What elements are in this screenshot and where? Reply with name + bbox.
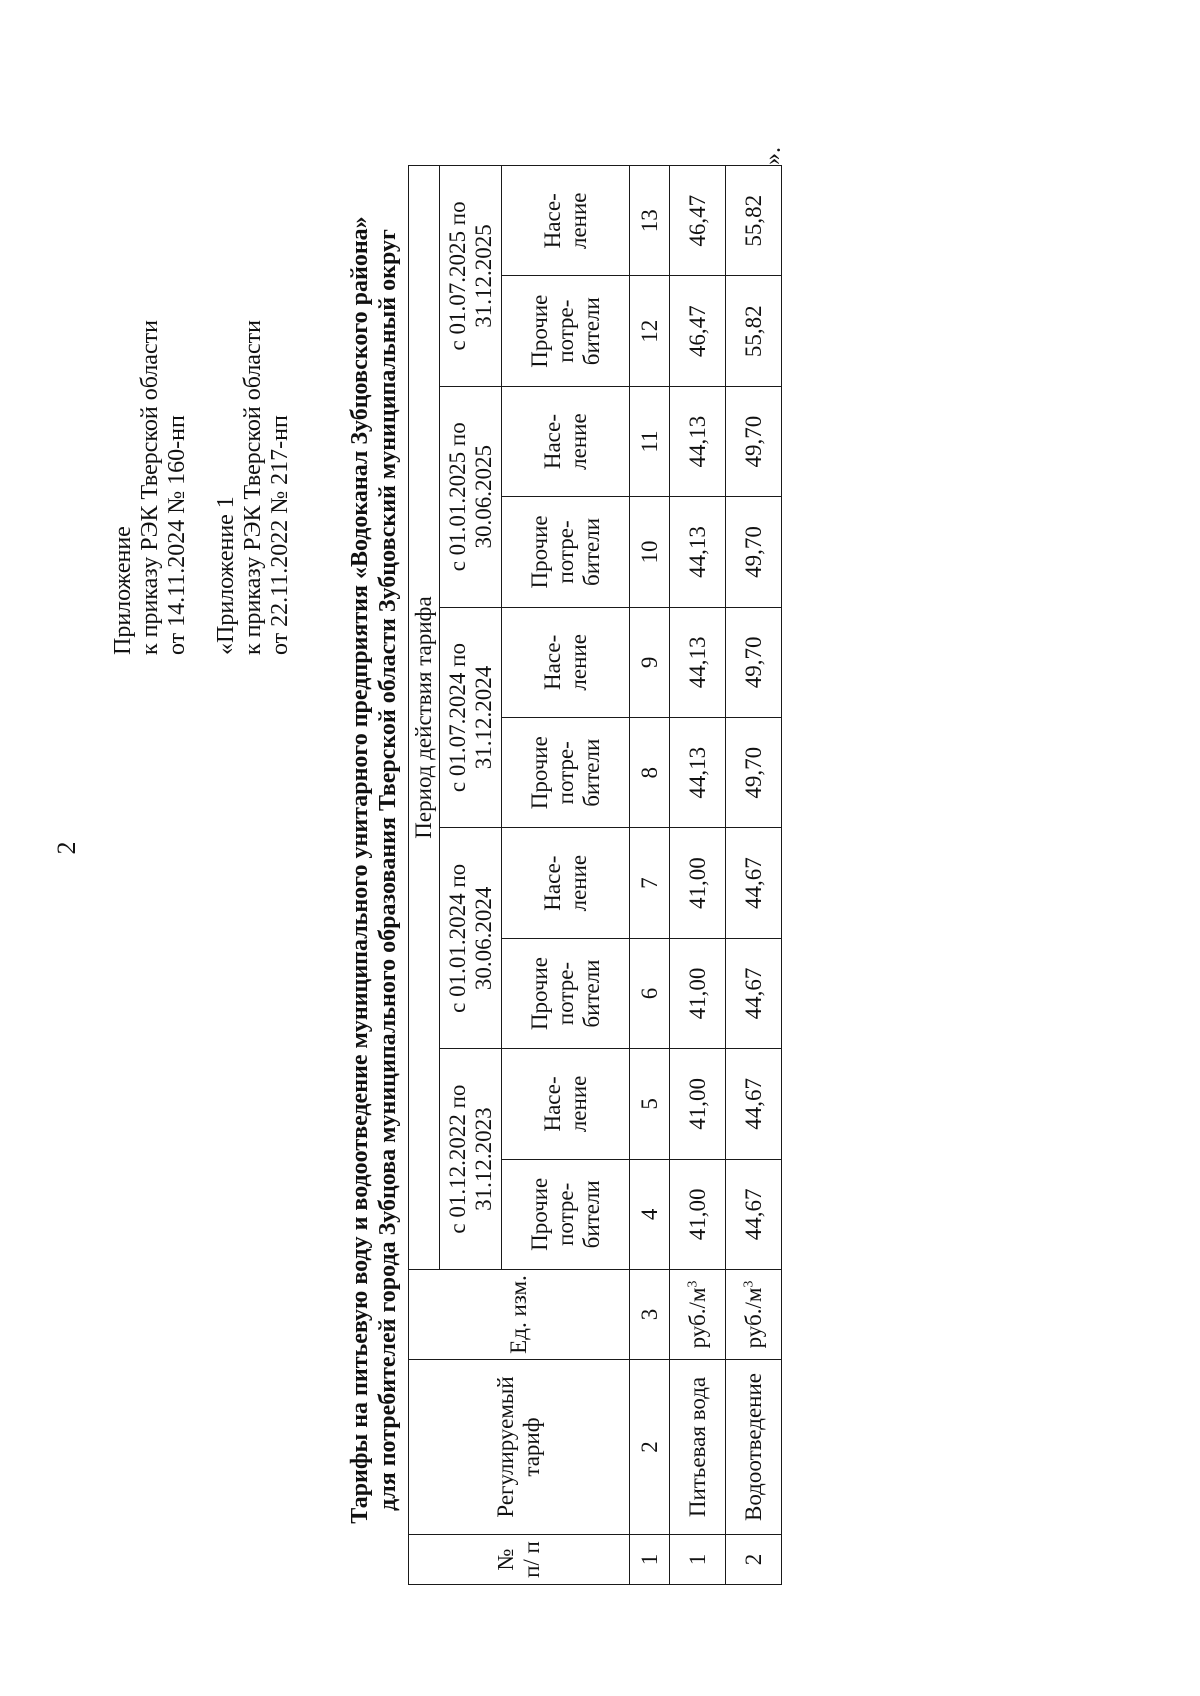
row-num: 1 (670, 1535, 726, 1585)
tariff-value: 49,70 (726, 718, 782, 828)
header-range-2: с 01.01.2024 по 30.06.2024 (440, 828, 502, 1049)
rotated-content (110, 135, 1010, 1605)
approval-line: к приказу РЭК Тверской области (240, 320, 266, 655)
approval-line: Приложение (110, 526, 136, 655)
tariff-table (408, 165, 782, 1585)
column-number: 7 (630, 828, 670, 938)
tariff-value: 44,13 (670, 497, 726, 607)
tariff-value: 55,82 (726, 276, 782, 386)
approval-notes (110, 135, 316, 655)
table-row-wastewater (726, 166, 782, 1585)
tariff-value: 49,70 (726, 497, 782, 607)
column-numbers-row (630, 166, 670, 1585)
column-number: 8 (630, 718, 670, 828)
header-population: Насе- ление (502, 607, 630, 717)
column-number: 9 (630, 607, 670, 717)
tariff-value: 41,00 (670, 828, 726, 938)
column-number: 13 (630, 166, 670, 276)
header-num: № п/ п (409, 1535, 630, 1585)
approval-line: к приказу РЭК Тверской области (137, 320, 163, 655)
header-range-1: с 01.12.2022 по 31.12.2023 (440, 1049, 502, 1270)
tariff-value: 46,47 (670, 276, 726, 386)
tariff-value: 41,00 (670, 938, 726, 1048)
unit-text: руб./м (684, 1287, 710, 1349)
header-period: Период действия тарифа (409, 166, 440, 1270)
column-number: 5 (630, 1049, 670, 1159)
header-tariff: Регулируемый тариф (409, 1360, 630, 1535)
column-number: 11 (630, 386, 670, 496)
header-range-4: с 01.01.2025 по 30.06.2025 (440, 386, 502, 607)
unit-superscript: 3 (740, 1280, 756, 1288)
column-number: 1 (630, 1535, 670, 1585)
row-tariff-name: Питьевая вода (670, 1360, 726, 1535)
title-line-2: для потребителей города Зубцова муниципального образования Тверской области Зубцовский муниципальный округ (375, 229, 401, 1511)
column-number: 12 (630, 276, 670, 386)
approval-line: от 14.11.2024 № 160-нп (164, 415, 190, 655)
unit-text: руб./м (740, 1287, 766, 1349)
column-number: 2 (630, 1360, 670, 1535)
tariff-value: 55,82 (726, 166, 782, 276)
tariff-value: 46,47 (670, 166, 726, 276)
header-range-3: с 01.07.2024 по 31.12.2024 (440, 607, 502, 828)
column-number: 3 (630, 1270, 670, 1360)
tariff-value: 41,00 (670, 1159, 726, 1269)
tariff-value: 44,13 (670, 386, 726, 496)
tariff-value: 41,00 (670, 1049, 726, 1159)
header-population: Насе- ление (502, 1049, 630, 1159)
unit-superscript: 3 (684, 1280, 700, 1288)
header-range-5: с 01.07.2025 по 31.12.2025 (440, 166, 502, 387)
header-other-consumers: Прочие потре- бители (502, 497, 630, 607)
tariff-value: 44,67 (726, 828, 782, 938)
document-title (346, 135, 402, 1605)
header-other-consumers: Прочие потре- бители (502, 1159, 630, 1269)
tariff-value: 44,67 (726, 1049, 782, 1159)
tariff-value: 49,70 (726, 607, 782, 717)
row-num: 2 (726, 1535, 782, 1585)
header-other-consumers: Прочие потре- бители (502, 938, 630, 1048)
header-population: Насе- ление (502, 166, 630, 276)
tariff-value: 44,67 (726, 938, 782, 1048)
header-other-consumers: Прочие потре- бители (502, 718, 630, 828)
tariff-value: 44,67 (726, 1159, 782, 1269)
column-number: 4 (630, 1159, 670, 1269)
tariff-value: 44,13 (670, 718, 726, 828)
header-unit: Ед. изм. (409, 1270, 630, 1360)
approval-previous (213, 135, 294, 655)
row-tariff-name: Водоотведение (726, 1360, 782, 1535)
tariff-value: 44,13 (670, 607, 726, 717)
approval-line: от 22.11.2022 № 217-нп (267, 415, 293, 655)
row-unit (670, 1270, 726, 1360)
title-line-1: Тарифы на питьевую воду и водоотведение муниципального унитарного предприятия «Водоканал Зубцовского района» (347, 216, 373, 1524)
page-number: 2 (52, 841, 81, 855)
row-unit (726, 1270, 782, 1360)
header-population: Насе- ление (502, 828, 630, 938)
approval-current (110, 135, 191, 655)
column-number: 6 (630, 938, 670, 1048)
tariff-value: 49,70 (726, 386, 782, 496)
header-population: Насе- ление (502, 386, 630, 496)
table-row-drinking-water (670, 166, 726, 1585)
column-number: 10 (630, 497, 670, 607)
closing-quote-mark: ». (760, 147, 786, 165)
approval-line: «Приложение 1 (213, 496, 239, 655)
header-other-consumers: Прочие потре- бители (502, 276, 630, 386)
